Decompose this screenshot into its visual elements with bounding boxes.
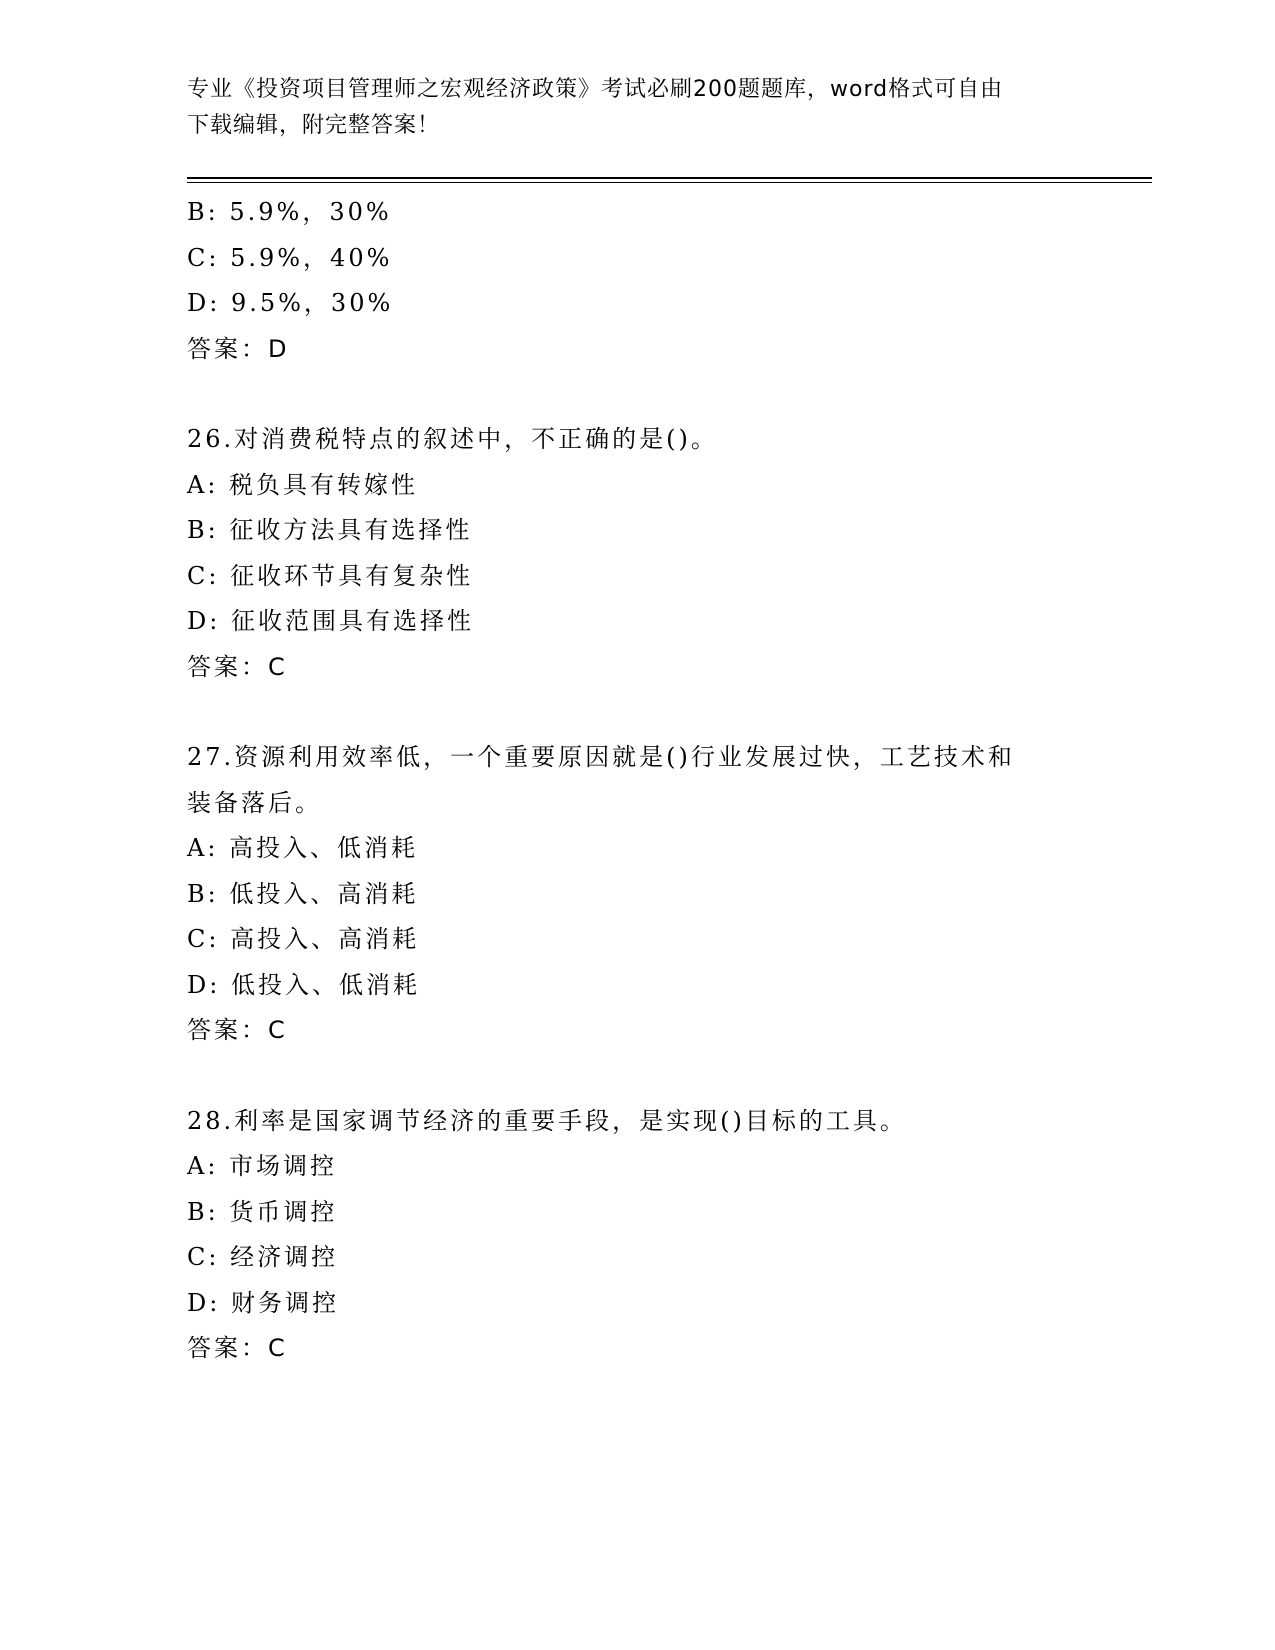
q27-option-d: D: 低投入、低消耗 (187, 970, 420, 999)
q25-option-b: B: 5.9%，30% (187, 198, 392, 226)
q28-option-b: B: 货币调控 (187, 1197, 338, 1226)
spacer (187, 690, 1147, 735)
question-list (187, 190, 1147, 1372)
question-25 (187, 190, 1147, 372)
question-28 (187, 1099, 1147, 1372)
q28-option-d: D: 财务调控 (187, 1288, 339, 1317)
q27-question-line-2: 装备落后。 (187, 788, 322, 817)
q25-answer: 答案：D (187, 334, 290, 363)
q26-option-d: D: 征收范围具有选择性 (187, 607, 474, 635)
q26-option-c: C: 征收环节具有复杂性 (187, 561, 474, 590)
q26-option-a: A: 税负具有转嫁性 (187, 470, 419, 499)
question-27 (187, 735, 1147, 1054)
q28-option-c: C: 经济调控 (187, 1243, 339, 1271)
q25-option-d: D: 9.5%，30% (187, 289, 394, 317)
q27-option-a: A: 高投入、低消耗 (187, 834, 419, 862)
q27-answer: 答案：C (187, 1016, 288, 1044)
q27-question-line-1: 27.资源利用效率低，一个重要原因就是()行业发展过快，工艺技术和 (187, 743, 1015, 771)
header-rule-thin (187, 182, 1152, 183)
spacer (187, 372, 1147, 417)
header-rule-thick (187, 177, 1152, 179)
q28-option-a: A: 市场调控 (187, 1152, 338, 1180)
header-line-1: 专业《投资项目管理师之宏观经济政策》考试必刷200题题库，word格式可自由 (187, 77, 1004, 102)
q27-option-c: C: 高投入、高消耗 (187, 925, 420, 953)
q27-option-b: B: 低投入、高消耗 (187, 879, 419, 908)
q28-question: 28.利率是国家调节经济的重要手段，是实现()目标的工具。 (187, 1106, 907, 1135)
document-header (187, 72, 1067, 144)
q26-option-b: B: 征收方法具有选择性 (187, 516, 473, 544)
q26-answer: 答案：C (187, 652, 288, 681)
spacer (187, 1054, 1147, 1099)
question-26 (187, 417, 1147, 690)
header-line-2: 下载编辑，附完整答案！ (187, 113, 441, 138)
q28-answer: 答案：C (187, 1334, 288, 1362)
q25-option-c: C: 5.9%，40% (187, 243, 393, 272)
q26-question: 26.对消费税特点的叙述中，不正确的是()。 (187, 425, 718, 453)
